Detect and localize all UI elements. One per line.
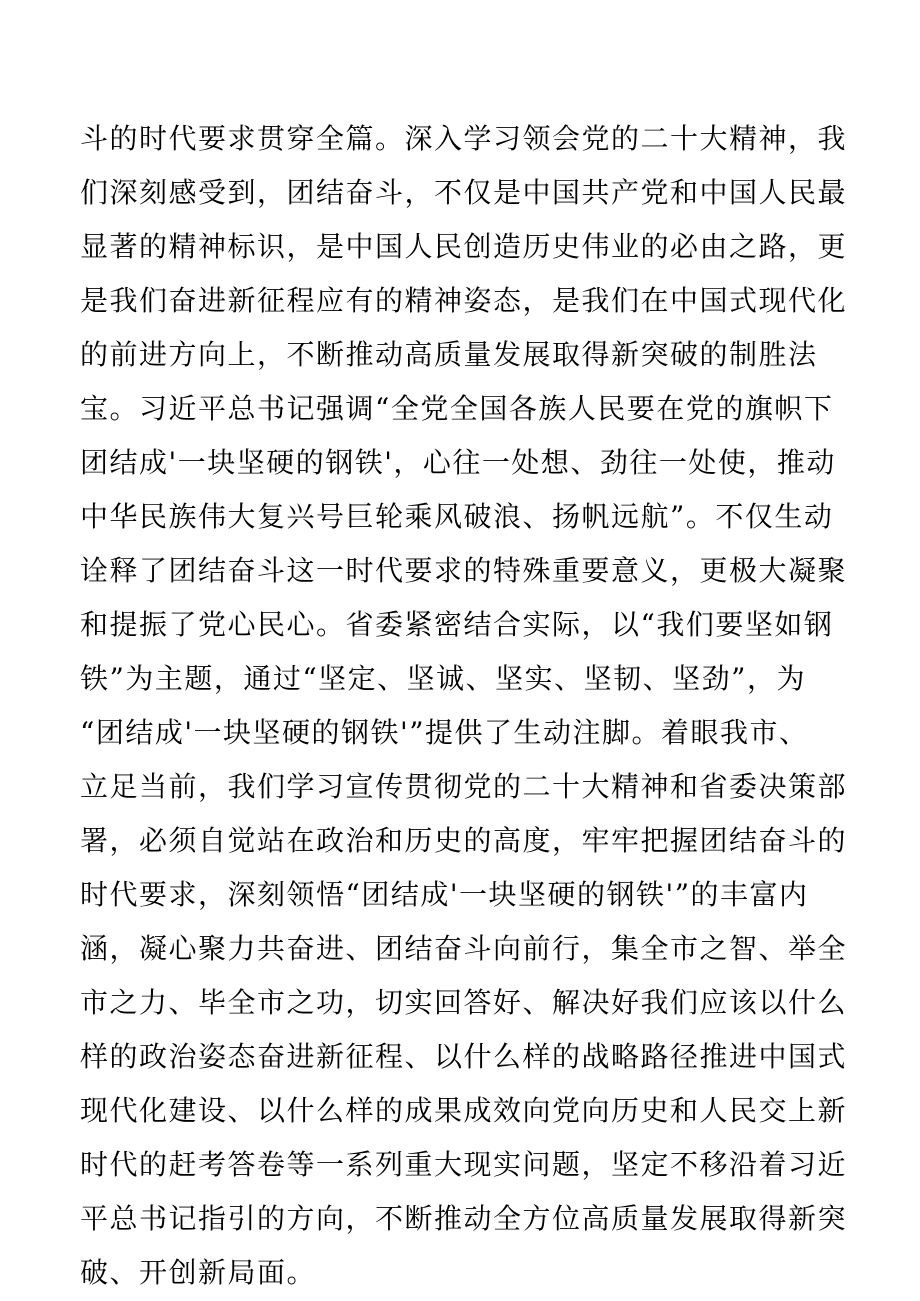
text-line-7: 团结成'一块坚硬的钢铁'，心往一处想、劲往一处使，推动 [80, 446, 836, 479]
text-line-18: 样的政治姿态奋进新征程、以什么样的战略路径推进中国式 [80, 1040, 848, 1073]
text-line-10: 和提振了党心民心。省委紧密结合实际，以“我们要坚如钢 [80, 608, 834, 641]
text-line-2: 们深刻感受到，团结奋斗，不仅是中国共产党和中国人民最 [80, 176, 848, 209]
text-line-12: “团结成'一块坚硬的钢铁'”提供了生动注脚。着眼我市、 [80, 716, 809, 749]
text-line-3: 显著的精神标识，是中国人民创造历史伟业的必由之路，更 [80, 230, 848, 263]
body-paragraph [80, 112, 850, 1300]
text-line-17: 市之力、毕全市之功，切实回答好、解决好我们应该以什么 [80, 986, 848, 1019]
text-line-13: 立足当前，我们学习宣传贯彻党的二十大精神和省委决策部 [80, 770, 848, 803]
text-line-5: 的前进方向上，不断推动高质量发展取得新突破的制胜法 [80, 338, 818, 371]
text-line-14: 署，必须自觉站在政治和历史的高度，牢牢把握团结奋斗的 [80, 824, 848, 857]
text-line-4: 是我们奋进新征程应有的精神姿态，是我们在中国式现代化 [80, 284, 848, 317]
text-line-16: 涵，凝心聚力共奋进、团结奋斗向前行，集全市之智、举全 [80, 932, 848, 965]
text-line-15: 时代要求，深刻领悟“团结成'一块坚硬的钢铁'”的丰富内 [80, 878, 809, 911]
text-line-21: 平总书记指引的方向，不断推动全方位高质量发展取得新突 [80, 1202, 848, 1235]
text-line-1: 斗的时代要求贯穿全篇。深入学习领会党的二十大精神，我 [80, 122, 848, 155]
text-line-20: 时代的赶考答卷等一系列重大现实问题，坚定不移沿着习近 [80, 1148, 848, 1181]
text-line-19: 现代化建设、以什么样的成果成效向党向历史和人民交上新 [80, 1094, 848, 1127]
text-line-22: 破、开创新局面。 [80, 1256, 317, 1289]
text-line-9: 诠释了团结奋斗这一时代要求的特殊重要意义，更极大凝聚 [80, 554, 848, 587]
text-line-11: 铁”为主题，通过“坚定、坚诚、坚实、坚韧、坚劲”，为 [80, 662, 806, 695]
text-line-8: 中华民族伟大复兴号巨轮乘风破浪、扬帆远航”。不仅生动 [80, 500, 834, 533]
text-line-6: 宝。习近平总书记强调“全党全国各族人民要在党的旗帜下 [80, 392, 834, 425]
